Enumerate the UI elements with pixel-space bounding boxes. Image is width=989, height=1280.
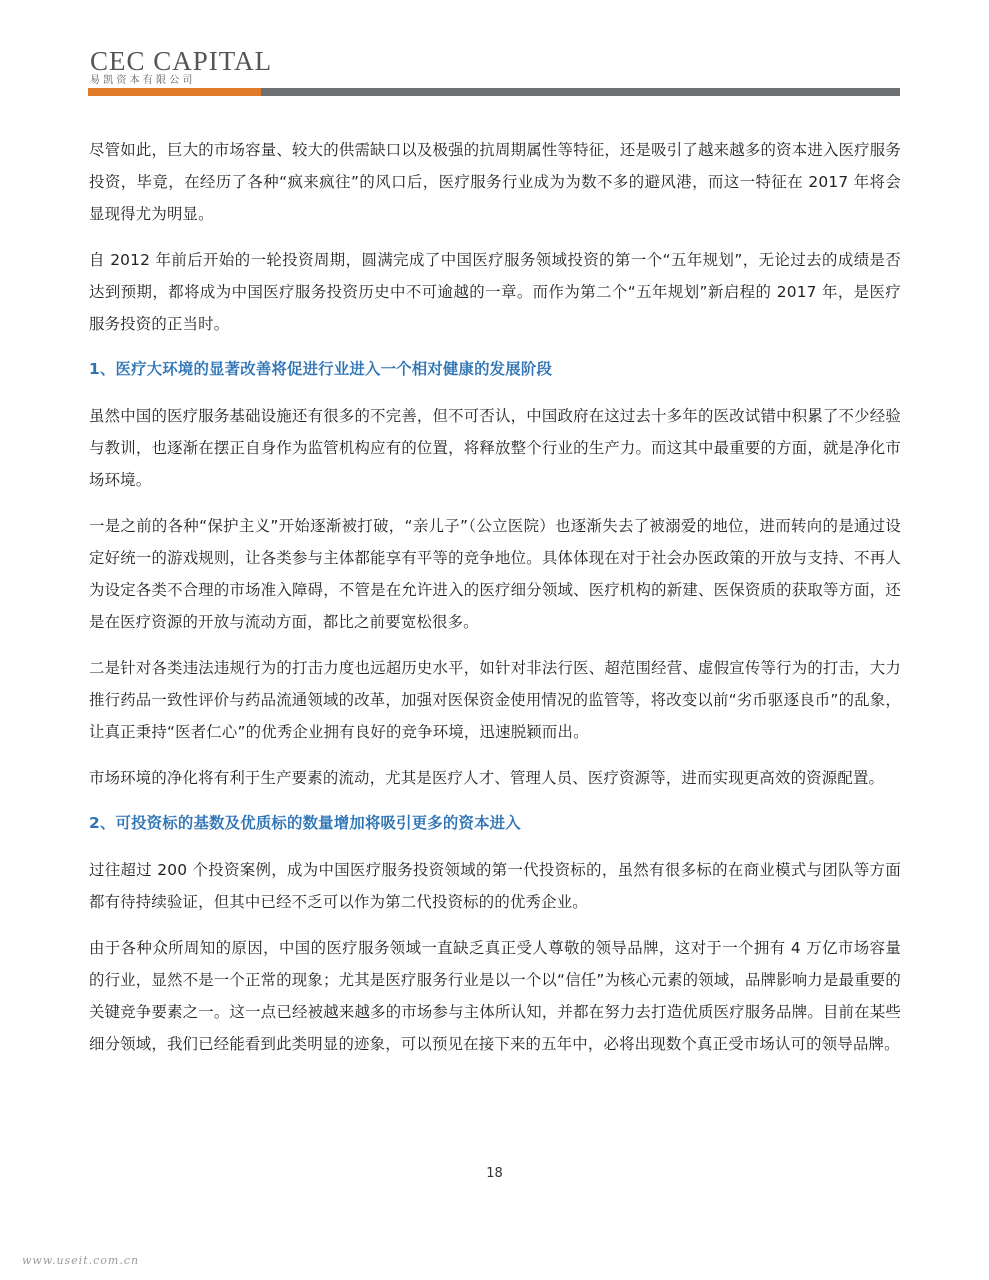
paragraph-2: 自 2012 年前后开始的一轮投资周期，圆满完成了中国医疗服务领域投资的第一个“五年规划”，无论过去的成绩是否达到预期，都将成为中国医疗服务投资历史中不可逾越的一章。而作为第二个“五年规划”新启程的 2017 年，是医疗服务投资的正当时。 [89,251,901,333]
section-heading-1: 1、医疗大环境的显著改善将促进行业进入一个相对健康的发展阶段 [89,360,553,378]
header-divider-bar [88,88,900,96]
section-heading-2: 2、可投资标的基数及优质标的数量增加将吸引更多的资本进入 [89,814,521,832]
document-body [89,134,901,1074]
paragraph-7: 过往超过 200 个投资案例，成为中国医疗服务投资领域的第一代投资标的，虽然有很多标的在商业模式与团队等方面都有待持续验证，但其中已经不乏可以作为第二代投资标的的优秀企业。 [89,861,901,911]
paragraph-4: 一是之前的各种“保护主义”开始逐渐被打破，“亲儿子”（公立医院）也逐渐失去了被溺爱的地位，进而转向的是通过设定好统一的游戏规则，让各类参与主体都能享有平等的竞争地位。具体体现在对于社会办医政策的开放与支持、不再人为设定各类不合理的市场准入障碍，不管是在允许进入的医疗细分领域、医疗机构的新建、医保资质的获取等方面，还是在医疗资源的开放与流动方面，都比之前要宽松很多。 [89,517,901,631]
logo-text: CEC CAPITAL [90,46,273,76]
paragraph-1: 尽管如此，巨大的市场容量、较大的供需缺口以及极强的抗周期属性等特征，还是吸引了越来越多的资本进入医疗服务投资，毕竟，在经历了各种“疯来疯往”的风口后，医疗服务行业成为为数不多的避风港，而这一特征在 2017 年将会显现得尤为明显。 [89,141,901,223]
watermark-text: www.useit.com.cn [22,1254,140,1267]
header-bar-main [261,88,900,96]
paragraph-5: 二是针对各类违法违规行为的打击力度也远超历史水平，如针对非法行医、超范围经营、虚假宣传等行为的打击，大力推行药品一致性评价与药品流通领域的改革，加强对医保资金使用情况的监管等，将改变以前“劣币驱逐良币”的乱象，让真正秉持“医者仁心”的优秀企业拥有良好的竞争环境，迅速脱颖而出。 [89,659,901,741]
paragraph-8: 由于各种众所周知的原因，中国的医疗服务领域一直缺乏真正受人尊敬的领导品牌，这对于一个拥有 4 万亿市场容量的行业，显然不是一个正常的现象；尤其是医疗服务行业是以一个以“信任”为核心元素的领域，品牌影响力是最重要的关键竞争要素之一。这一点已经被越来越多的市场参与主体所认知，并都在努力去打造优质医疗服务品牌。目前在某些细分领域，我们已经能看到此类明显的迹象，可以预见在接下来的五年中，必将出现数个真正受市场认可的领导品牌。 [89,939,901,1053]
header-bar-accent [88,88,261,96]
logo-subtitle: 易凯资本有限公司 [90,75,196,86]
company-logo [90,47,272,87]
paragraph-6: 市场环境的净化将有利于生产要素的流动，尤其是医疗人才、管理人员、医疗资源等，进而实现更高效的资源配置。 [89,769,885,787]
page-number: 18 [486,1166,503,1181]
paragraph-3: 虽然中国的医疗服务基础设施还有很多的不完善，但不可否认，中国政府在这过去十多年的医改试错中积累了不少经验与教训，也逐渐在摆正自身作为监管机构应有的位置，将释放整个行业的生产力。而这其中最重要的方面，就是净化市场环境。 [89,407,901,489]
